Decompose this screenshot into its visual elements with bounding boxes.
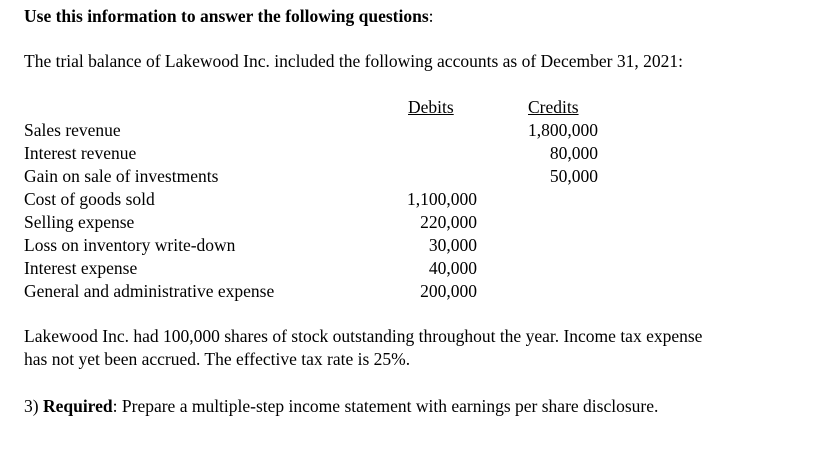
instructions-colon: : bbox=[428, 6, 434, 26]
account-name: Loss on inventory write-down bbox=[24, 235, 236, 255]
debit-amount: 30,000 bbox=[428, 235, 477, 255]
account-name: Sales revenue bbox=[24, 120, 121, 140]
credit-amount: 50,000 bbox=[549, 166, 598, 186]
debit-amount: 200,000 bbox=[420, 281, 477, 301]
debit-amount: 1,100,000 bbox=[407, 189, 477, 209]
credits-column-header: Credits bbox=[528, 97, 579, 117]
debit-amount: 40,000 bbox=[428, 258, 477, 278]
credit-amount: 1,800,000 bbox=[528, 120, 598, 140]
debit-amount: 220,000 bbox=[420, 212, 477, 232]
intro-text: The trial balance of Lakewood Inc. included the following accounts as of December 31, 2021: bbox=[24, 51, 683, 71]
account-name: General and administrative expense bbox=[24, 281, 275, 301]
account-name: Interest expense bbox=[24, 258, 138, 278]
required-label: Required bbox=[42, 396, 113, 416]
question-text: : Prepare a multiple-step income statement with earnings per share disclosure. bbox=[112, 396, 659, 416]
question-required bbox=[24, 398, 658, 416]
credit-amount: 80,000 bbox=[549, 143, 598, 163]
notes-line-1: Lakewood Inc. had 100,000 shares of stock outstanding throughout the year. Income tax expense bbox=[24, 326, 703, 346]
instructions-lead: Use this information to answer the following questions bbox=[24, 6, 429, 26]
account-name: Gain on sale of investments bbox=[24, 166, 219, 186]
account-name: Selling expense bbox=[24, 212, 135, 232]
debits-column-header: Debits bbox=[408, 97, 454, 117]
question-number: 3) bbox=[24, 396, 43, 416]
instructions-heading bbox=[24, 8, 434, 26]
account-name: Cost of goods sold bbox=[24, 189, 155, 209]
account-name: Interest revenue bbox=[24, 143, 137, 163]
notes-line-2: has not yet been accrued. The effective tax rate is 25%. bbox=[24, 349, 411, 369]
